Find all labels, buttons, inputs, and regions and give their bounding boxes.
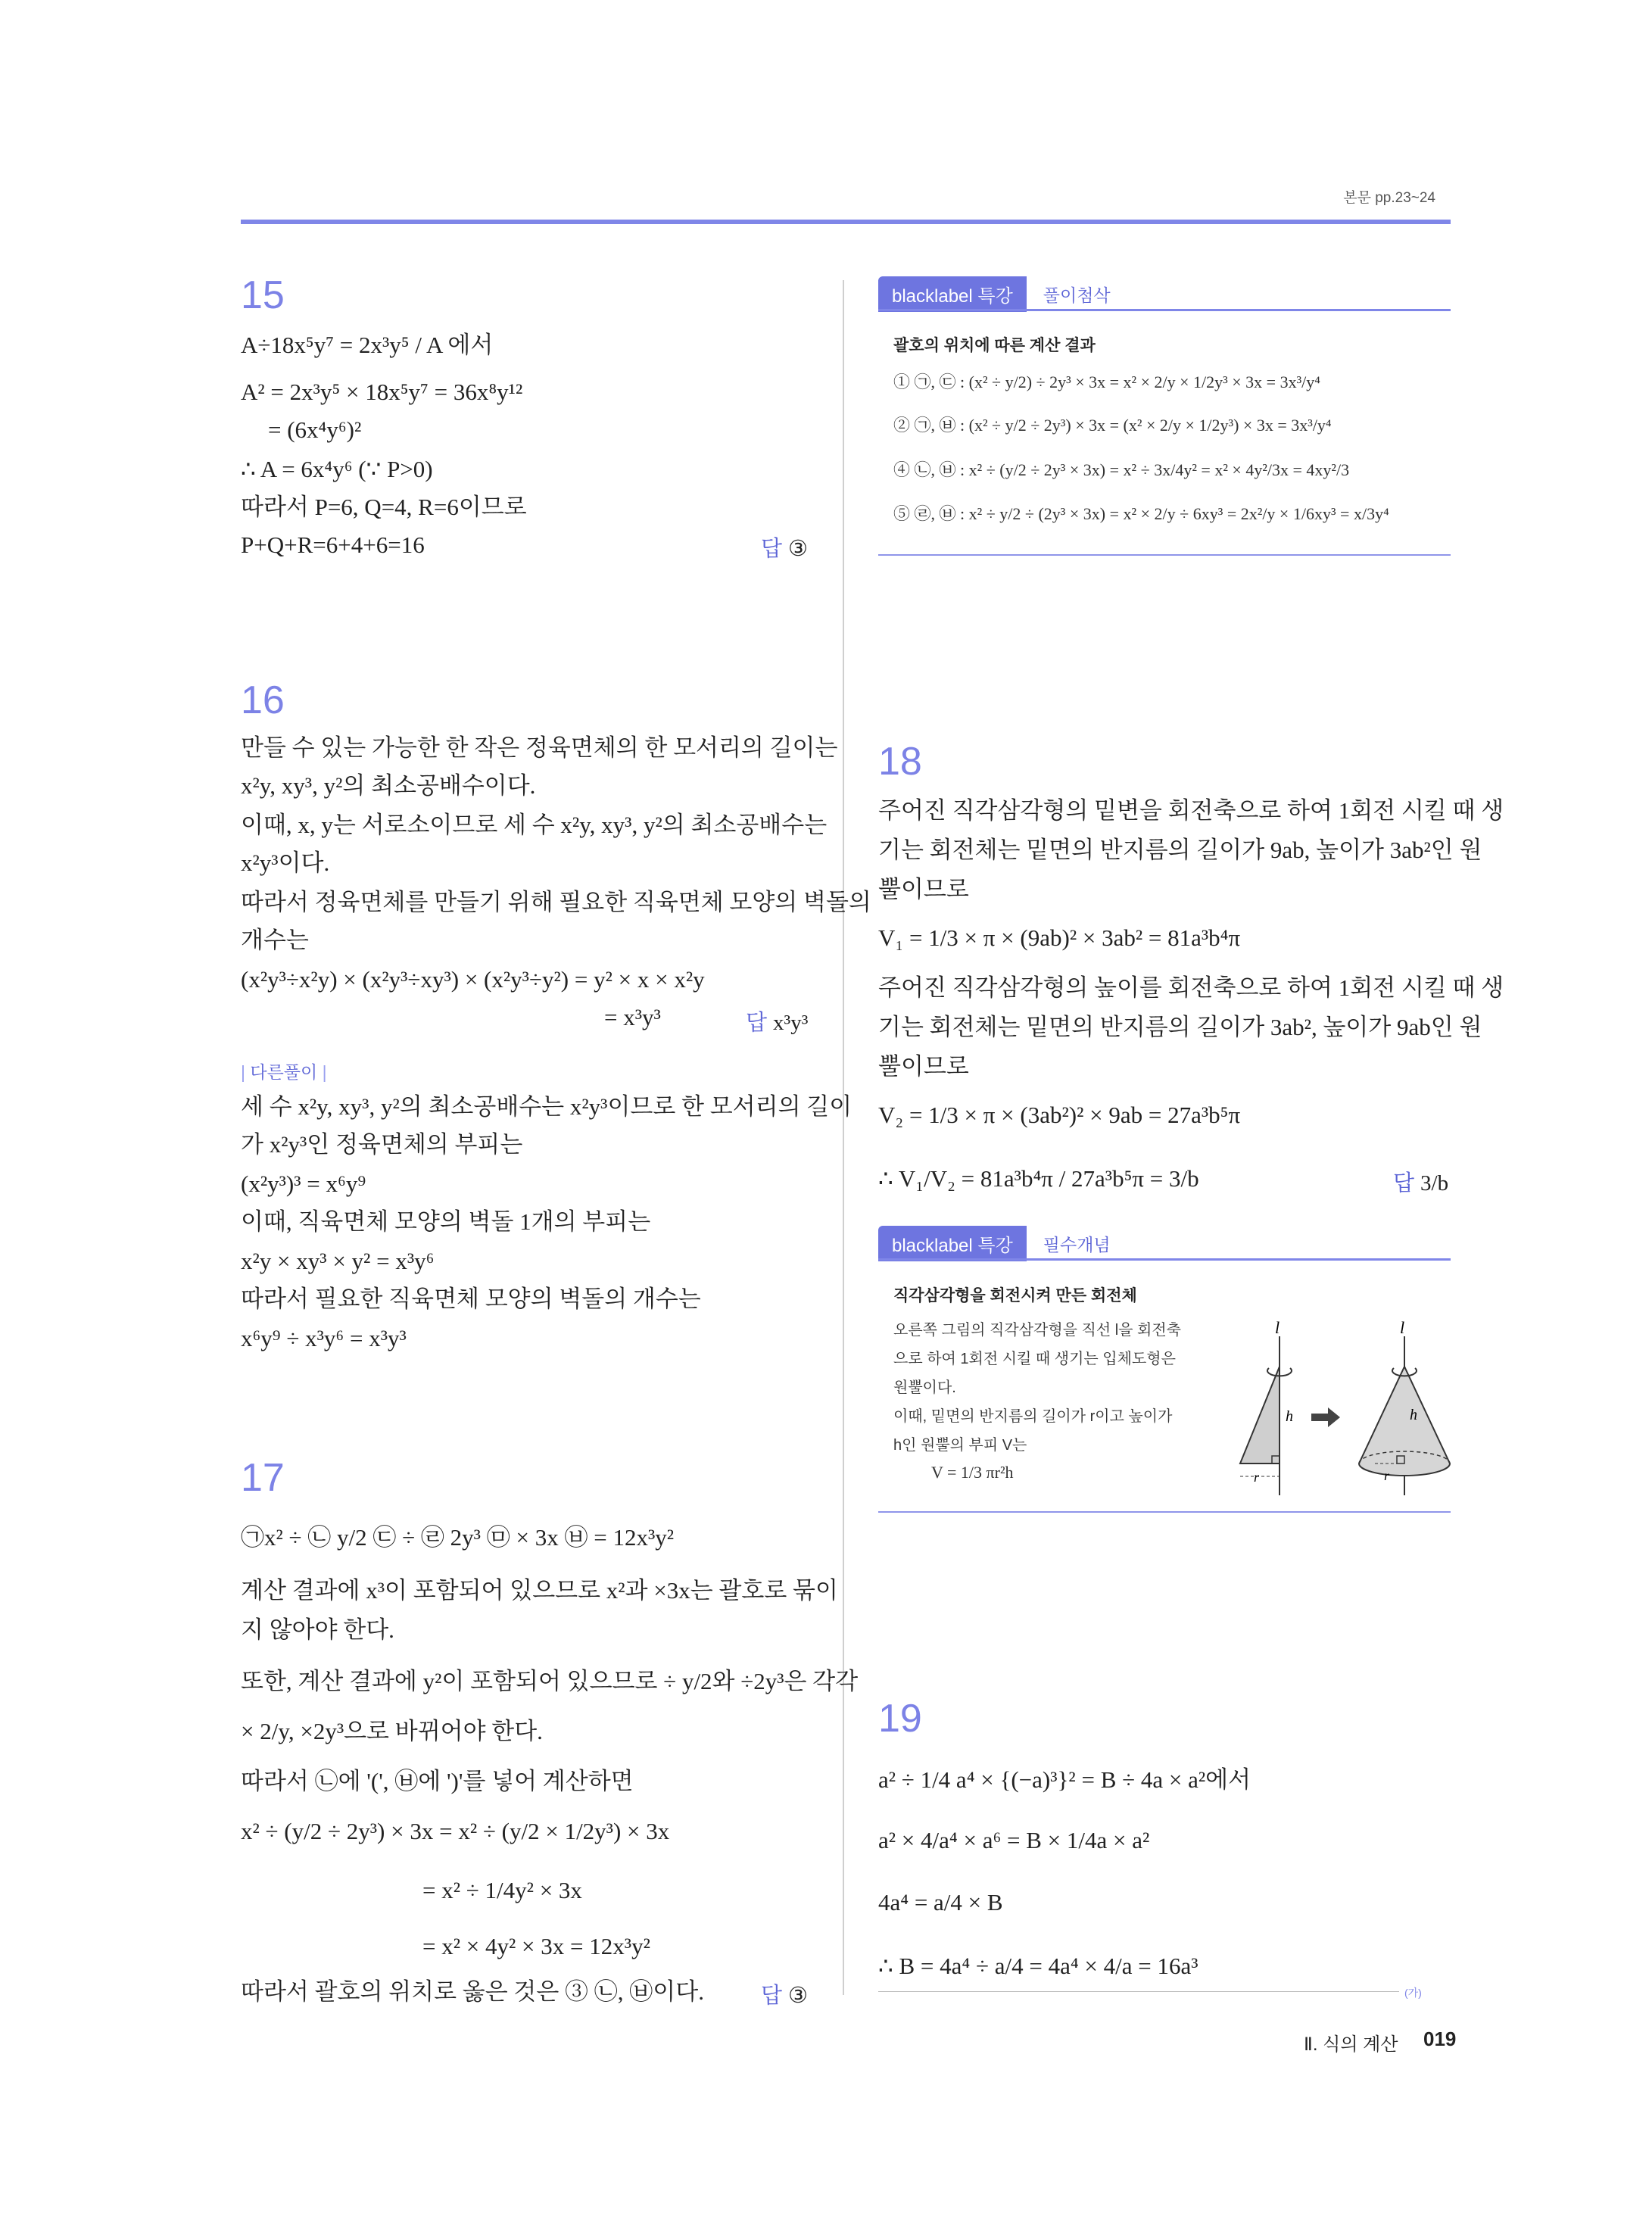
p18-line: 뿔이므로 [878, 1053, 969, 1080]
column-divider [843, 280, 844, 1995]
box1-line: ① ㉠, ㉢ : (x² ÷ y/2) ÷ 2y³ × 3x = x² × 2/y × 1/2y³ × 3x = 3x³/y⁴ [893, 372, 1320, 391]
answer-value: ③ [788, 537, 809, 561]
p18-line: 주어진 직각삼각형의 높이를 회전축으로 하여 1회전 시킬 때 생 [878, 974, 1504, 1001]
label-h-2: h [1410, 1407, 1417, 1423]
bottom-tag: (가) [1404, 1987, 1422, 1999]
box1-bottom-rule [878, 554, 1451, 556]
badge-subtitle: 풀이첨삭 [1043, 285, 1111, 305]
label-r-1: r [1254, 1470, 1260, 1485]
p17-line: 지 않아야 한다. [241, 1616, 394, 1643]
p17-line: 또한, 계산 결과에 y²이 포함되어 있으므로 ÷ y/2와 ÷2y³은 각각 [241, 1668, 859, 1694]
p17-line: x² ÷ (y/2 ÷ 2y³) × 3x = x² ÷ (y/2 × 1/2y³) × 3x [241, 1818, 670, 1844]
problem-18-answer [1393, 1166, 1448, 1197]
box2-line: 으로 하여 1회전 시킬 때 생기는 입체도형은 [893, 1351, 1176, 1367]
problem-18-number: 18 [878, 740, 922, 784]
page-reference: 본문 pp.23~24 [1343, 190, 1435, 206]
p18-line: 주어진 직각삼각형의 밑변을 회전축으로 하여 1회전 시킬 때 생 [878, 797, 1504, 824]
problem-17-answer [761, 1978, 808, 2009]
p17-line: = x² ÷ 1/4y² × 3x [422, 1877, 582, 1903]
p15-line: A² = 2x³y⁵ × 18x⁵y⁷ = 36x⁸y¹² [241, 379, 523, 405]
problem-16-number: 16 [241, 678, 285, 722]
label-l-2: l [1400, 1321, 1405, 1337]
p16-alt-line: 따라서 필요한 직육면체 모양의 벽돌의 개수는 [241, 1286, 701, 1312]
p18-line: ∴ V₁/V₂ = 81a³b⁴π / 27a³b⁵π = 3/b [878, 1165, 1199, 1192]
cone-rotation-figure [1227, 1321, 1454, 1503]
answer-label: 답 [761, 1984, 783, 2008]
answer-label: 답 [1393, 1171, 1415, 1195]
p15-line: = (6x⁴y⁶)² [268, 416, 362, 443]
arrow-icon [1311, 1407, 1340, 1427]
p15-line: P+Q+R=6+4+6=16 [241, 531, 425, 558]
label-l-1: l [1275, 1321, 1280, 1337]
p19-line: a² × 4/a⁴ × a⁶ = B × 1/4a × a² [878, 1827, 1150, 1853]
badge-title: blacklabel 특강 [878, 1226, 1027, 1261]
answer-label: 답 [761, 537, 783, 561]
p16-alt-line: 이때, 직육면체 모양의 벽돌 1개의 부피는 [241, 1208, 651, 1235]
p15-line: 따라서 P=6, Q=4, R=6이므로 [241, 494, 527, 520]
p19-line: 4a⁴ = a/4 × B [878, 1889, 1003, 1915]
bottom-rule [878, 1991, 1399, 1992]
box2-line: 이때, 밑면의 반지름의 길이가 r이고 높이가 [893, 1408, 1173, 1425]
box2-title: 직각삼각형을 회전시켜 만든 회전체 [893, 1287, 1137, 1305]
box2-line: 오른쪽 그림의 직각삼각형을 직선 l을 회전축 [893, 1322, 1181, 1339]
p16-line: 개수는 [241, 927, 309, 953]
p16-alt-line: 가 x²y³인 정육면체의 부피는 [241, 1131, 523, 1158]
p16-line: x²y³이다. [241, 849, 330, 876]
box2-line: h인 원뿔의 부피 V는 [893, 1437, 1027, 1454]
p17-line: 계산 결과에 x³이 포함되어 있으므로 x²과 ×3x는 괄호로 묶이 [241, 1577, 838, 1604]
problem-15-answer [761, 531, 808, 563]
p16-line: x²y, xy³, y²의 최소공배수이다. [241, 772, 536, 799]
box1-line: ④ ㉡, ㉥ : x² ÷ (y/2 ÷ 2y³ × 3x) = x² ÷ 3x/4y² = x² × 4y²/3x = 4xy²/3 [893, 460, 1350, 479]
problem-15-number: 15 [241, 273, 285, 317]
box2-line: 원뿔이다. [893, 1379, 956, 1396]
box1-line: ② ㉠, ㉥ : (x² ÷ y/2 ÷ 2y³) × 3x = (x² × 2/y × 1/2y³) × 3x = 3x³/y⁴ [893, 416, 1332, 435]
p19-line: a² ÷ 1/4 a⁴ × {(−a)³}² = B ÷ 4a × a²에서 [878, 1766, 1251, 1793]
p16-line: = x³y³ [604, 1004, 661, 1030]
p18-line: 기는 회전체는 밑면의 반지름의 길이가 3ab², 높이가 9ab인 원 [878, 1014, 1482, 1040]
problem-19-number: 19 [878, 1697, 922, 1741]
p16-alt-line: (x²y³)³ = x⁶y⁹ [241, 1170, 366, 1197]
p18-line: V₁ = 1/3 × π × (9ab)² × 3ab² = 81a³b⁴π [878, 924, 1241, 951]
alt-solution-tag: | 다른풀이 | [241, 1062, 327, 1082]
blacklabel-badge-2 [878, 1228, 1111, 1258]
p16-alt-line: x⁶y⁹ ÷ x³y⁶ = x³y³ [241, 1325, 407, 1351]
alt-solution-label: 다른풀이 [250, 1062, 318, 1082]
answer-value: ③ [788, 1984, 809, 2008]
p16-line: 이때, x, y는 서로소이므로 세 수 x²y, xy³, y²의 최소공배수는 [241, 812, 828, 838]
p17-line: ㉠x² ÷ ㉡ y/2 ㉢ ÷ ㉣ 2y³ ㉤ × 3x ㉥ = 12x³y² [241, 1524, 675, 1551]
p15-line: ∴ A = 6x⁴y⁶ (∵ P>0) [241, 456, 433, 482]
label-r-2: r [1384, 1468, 1390, 1483]
p18-line: 기는 회전체는 밑면의 반지름의 길이가 9ab, 높이가 3ab²인 원 [878, 837, 1482, 863]
p18-line: 뿔이므로 [878, 876, 969, 902]
answer-value: 3/b [1420, 1171, 1449, 1195]
badge-title: blacklabel 특강 [878, 276, 1027, 312]
right-triangle [1240, 1367, 1280, 1464]
box1-top-rule [878, 309, 1451, 311]
answer-label: 답 [746, 1011, 768, 1035]
box1-line: ⑤ ㉣, ㉥ : x² ÷ y/2 ÷ (2y³ × 3x) = x² × 2/y ÷ 6xy³ = 2x²/y × 1/6xy³ = x/3y⁴ [893, 504, 1389, 523]
p17-line: × 2/y, ×2y³으로 바뀌어야 한다. [241, 1718, 543, 1744]
box2-top-rule [878, 1258, 1451, 1261]
answer-value: x³y³ [773, 1011, 809, 1035]
p16-alt-line: x²y × xy³ × y² = x³y⁶ [241, 1248, 435, 1274]
p17-line: 따라서 괄호의 위치로 옳은 것은 ③ ㉡, ㉥이다. [241, 1978, 704, 2005]
problem-17-number: 17 [241, 1456, 285, 1500]
p17-line: = x² × 4y² × 3x = 12x³y² [422, 1933, 650, 1959]
box2-formula: V = 1/3 πr²h [931, 1463, 1014, 1482]
p16-line: 따라서 정육면체를 만들기 위해 필요한 직육면체 모양의 벽돌의 [241, 889, 871, 915]
p15-line: A÷18x⁵y⁷ = 2x³y⁵ / A 에서 [241, 332, 494, 358]
p19-line: ∴ B = 4a⁴ ÷ a/4 = 4a⁴ × 4/a = 16a³ [878, 1953, 1198, 1979]
problem-16-answer [746, 1005, 808, 1036]
box1-title: 괄호의 위치에 따른 계산 결과 [893, 337, 1096, 354]
p16-alt-line: 세 수 x²y, xy³, y²의 최소공배수는 x²y³이므로 한 모서리의 길이 [241, 1093, 852, 1120]
p16-line: (x²y³÷x²y) × (x²y³÷xy³) × (x²y³÷y²) = y² × x × x²y [241, 966, 705, 993]
p17-line: 따라서 ㉡에 '(', ㉥에 ')'를 넣어 계산하면 [241, 1768, 634, 1794]
box2-bottom-rule [878, 1511, 1451, 1513]
p16-line: 만들 수 있는 가능한 한 작은 정육면체의 한 모서리의 길이는 [241, 734, 838, 761]
p18-line: V₂ = 1/3 × π × (3ab²)² × 9ab = 27a³b⁵π [878, 1102, 1241, 1128]
badge-subtitle: 필수개념 [1043, 1234, 1111, 1255]
label-h-1: h [1286, 1408, 1293, 1425]
blacklabel-badge-1 [878, 279, 1111, 309]
chapter-title: Ⅱ. 식의 계산 [1304, 2034, 1398, 2055]
page-number: 019 [1423, 2028, 1457, 2050]
header-rule [241, 220, 1451, 224]
